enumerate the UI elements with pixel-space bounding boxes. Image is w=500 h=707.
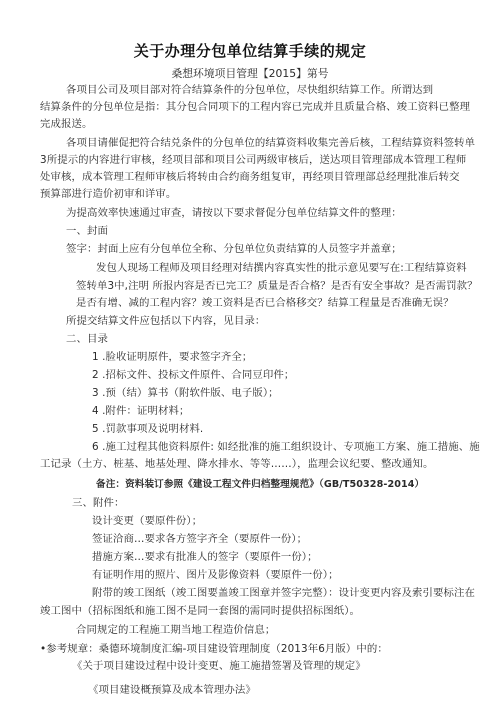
attachment-item: 附带的竣工图纸（竣工图要盖竣工图章并签字完整）：设计变更内容及索引要标注在 [92, 587, 475, 599]
attachment-item: 签证洽商…要求各方签字齐全（要原件一份）； [92, 533, 308, 545]
paragraph-line: 预算部进行造价初审和详审。 [40, 188, 177, 200]
reference-item: 《关于项目建设过程中设计变更、施工施措签署及管理的规定》 [72, 660, 366, 672]
paragraph-line: 完成报送。 [40, 118, 93, 130]
paragraph-line: 所提交结算文件应包括以下内容，见目录： [66, 315, 266, 327]
contents-item: 3 .预（结）算书（附软件版、电子版）； [92, 387, 279, 399]
attachment-item: 有证明作用的照片、图片及影像资料（要原件一份）； [92, 569, 339, 581]
section-heading-contents: 二、目录 [66, 333, 108, 345]
paragraph-line: 各项目请催促把符合结兑条件的分包单位的结算资料收集完善后核，工程结算资料签转单 [66, 137, 476, 149]
reference-item: 《项目建设概预算及成本管理办法》 [88, 684, 256, 696]
contents-item: 5 .罚款事项及说明材料. [92, 423, 204, 435]
contents-item: 1 .脸收证明原件，要求签字齐全； [92, 351, 253, 363]
paragraph-line: 发包人现场工程师及项目经理对结撰内容真实性的批示意见要写在:工程结算资料 [96, 262, 467, 274]
contents-item: 6 .施工过程其他资料原件: 如经批准的施工组织设计、专项施工方案、施工措施、施 [92, 441, 480, 453]
contents-item: 2 .招标文件、投标文件原件、合同豆印件； [92, 369, 295, 381]
paragraph-line: 为提高效率快速通过审查，请按以下要求督促分包单位结算文件的整理： [66, 207, 402, 219]
section-heading-cover: 一、封面 [66, 225, 108, 237]
paragraph-line: 处审核，成本管理工程师审核后将转由合约商务组复审，再经项目管理部总经理批准后转交 [40, 171, 460, 183]
paragraph-line: 签转单3中,注明 所报内容是否已完工？质量是否合格？是否有安全事故？是否需罚款？ [76, 280, 478, 292]
section-heading-attachments: 三、附件： [72, 497, 125, 509]
remark-line: 备注：资料装订参照《建设工程文件归档整理规范》（GB/T50328-2014） [96, 479, 425, 490]
document-number: 桑想环境项目管理【2015】第号 [171, 67, 329, 80]
document-title: 关于办理分包单位结算手续的规定 [133, 42, 367, 60]
paragraph-line: 竣工图中（招标图纸和施工图不是同一套图的需同时提供招标图纸）。 [40, 605, 361, 617]
paragraph-line: 签字：封面上应有分包单位全称、分包单位负责结算的人员签字并盖章； [66, 243, 402, 255]
attachment-item: 设计变更（要原件份）； [92, 515, 203, 527]
reference-line: •参考规章：桑德环境制度汇编-项目建设管理制度（2013年6月版）中的： [40, 643, 388, 655]
attachment-item: 措施方案…要求有批准人的签字（要原件一份）； [92, 551, 318, 563]
contents-item: 4 .附件：证明材料； [92, 405, 190, 417]
paragraph-line: 结算条件的分包单位是指：其分包合同项下的工程内容已完成并且质量合格、竣工资料已整理 [40, 101, 471, 113]
paragraph-line: 3所提示的内容进行审核，经项目部和项目公司两级审核后，送达项目管理部成本管理工程师 [40, 154, 467, 166]
paragraph-line: 各项目公司及项目部对符合结算条件的分包单位，尽快组织结算工作。所谓达到 [66, 84, 434, 96]
paragraph-line: 合同规定的工程施工期当地工程造价信息； [76, 624, 276, 636]
paragraph-line: 是否有增、减的工程内容？竣工资料是否已合格移交？结算工程量是否准确无误？ [76, 297, 454, 309]
paragraph-line: 工记录（土方、桩基、地基处理、降水排水、等等……），监理会议纪要、整改通知。 [40, 458, 434, 470]
